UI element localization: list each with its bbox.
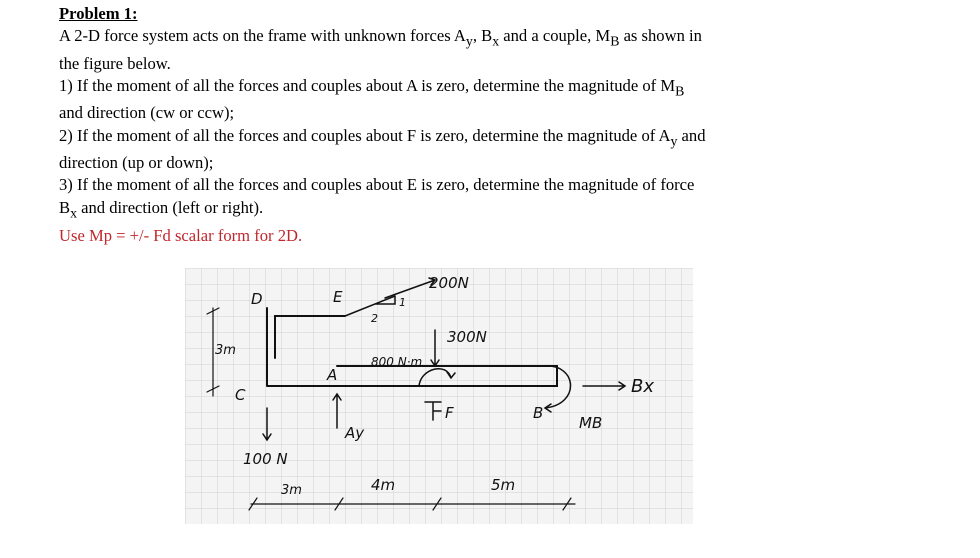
dim-3m-vertical-label: 3m [215,343,236,358]
question-3-line-2: $B_x$ and direction (left or right). [59,197,264,220]
question-3-line-1: 3) If the moment of all the forces and couples about E is zero, determine the magnitude of force [59,175,695,195]
dim-4m-label: 4m [371,476,396,494]
force-bx-label: Bx [631,376,655,397]
force-100-label: 100 N [243,450,288,468]
label-f: F [445,404,454,422]
label-b: B [533,404,544,422]
question-1-line-1: 1) If the moment of all the forces and couples about A is zero, determine the magnitude of $M_B$ [59,75,685,99]
slope-rise-label: 1 [399,296,406,309]
label-a: A [327,366,338,384]
label-e: E [333,288,343,306]
label-c: C [235,386,246,404]
force-200-label: 200N [429,274,469,292]
slope-run-label: 2 [371,312,378,325]
question-1-line-2: and direction (cw or ccw); [59,103,235,123]
couple-mb-label: MB [579,414,603,432]
question-2-line-2: direction (up or down); [59,153,214,173]
force-ay-label: Ay [345,424,365,442]
dim-5m-label: 5m [491,476,516,494]
dim-3m-label: 3m [281,483,302,498]
problem-intro-line-1: A 2-D force system acts on the frame with unknown forces $A_y$, $B_x$ and a couple, $M_B$ as shown in [59,26,702,49]
force-300-label: 300N [447,328,487,346]
label-d: D [251,290,263,308]
question-2-line-1: 2) If the moment of all the forces and couples about F is zero, determine the magnitude of $A_y$ and [59,125,706,148]
problem-statement [59,3,919,224]
couple-800-label: 800 N·m [371,355,423,369]
problem-intro-line-2: the figure below. [59,53,171,73]
scalar-form-note: Use Mp = +/- Fd scalar form for 2D. [59,226,303,245]
frame-figure [185,268,693,524]
problem-title: Problem 1: [59,4,138,23]
